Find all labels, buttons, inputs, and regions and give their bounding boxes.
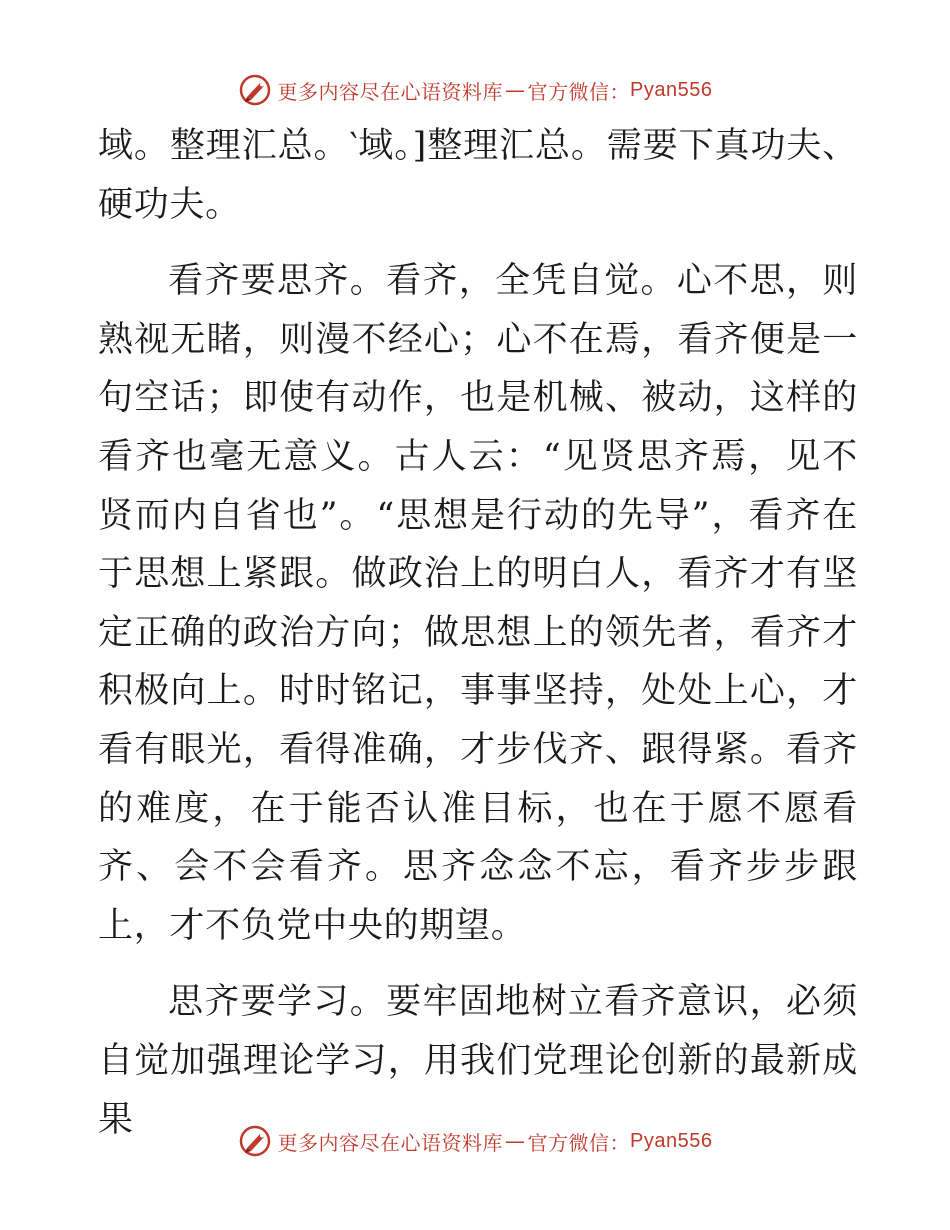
watermark-main-text: 更多内容尽在心语资料库: [277, 79, 504, 104]
paragraph-think-and-learn: 思齐要学习。要牢固地树立看齐意识，必须自觉加强理论学习，用我们党理论创新的最新成果: [98, 982, 858, 1140]
paragraph-look-and-think: 看齐要思齐。看齐，全凭自觉。心不思，则熟视无睹，则漫不经心；心不在焉，看齐便是一句空话；即使有动作，也是机械、被动，这样的看齐也毫无意义。古人云：“见贤思齐焉，见不贤而内自省也”。“思想是行动的先导”，看齐在于思想上紧跟。做政治上的明白人，看齐才有坚定正确的政治方向；做思想上的领先者，看齐才积极向上。时时铭记，事事坚持，处处上心，才看有眼光，看得准确，才步伐齐、跟得紧。看齐的难度，在于能否认准目标，也在于愿不愿看齐、会不会看齐。思齐念念不忘，看齐步步跟上，才不负党中央的期望。: [98, 261, 858, 946]
watermark-main-text: 更多内容尽在心语资料库: [277, 1130, 504, 1155]
pen-seal-logo-icon: [238, 1124, 272, 1158]
watermark-wechat-label: 官方微信：: [527, 1130, 631, 1155]
header-watermark: [0, 70, 950, 110]
watermark-separator: —: [505, 78, 526, 102]
watermark-wechat-id: Pyan556: [630, 78, 713, 101]
watermark-wechat-id: Pyan556: [630, 1129, 713, 1152]
paragraph-continuation: 域。整理汇总。‵域。]整理汇总。需要下真功夫、硬功夫。: [98, 126, 858, 225]
pen-seal-logo-icon: [238, 73, 272, 107]
document-body: [98, 117, 858, 1149]
watermark-wechat-label: 官方微信：: [527, 79, 631, 104]
footer-watermark: [0, 1121, 950, 1161]
watermark-separator: —: [505, 1129, 526, 1153]
